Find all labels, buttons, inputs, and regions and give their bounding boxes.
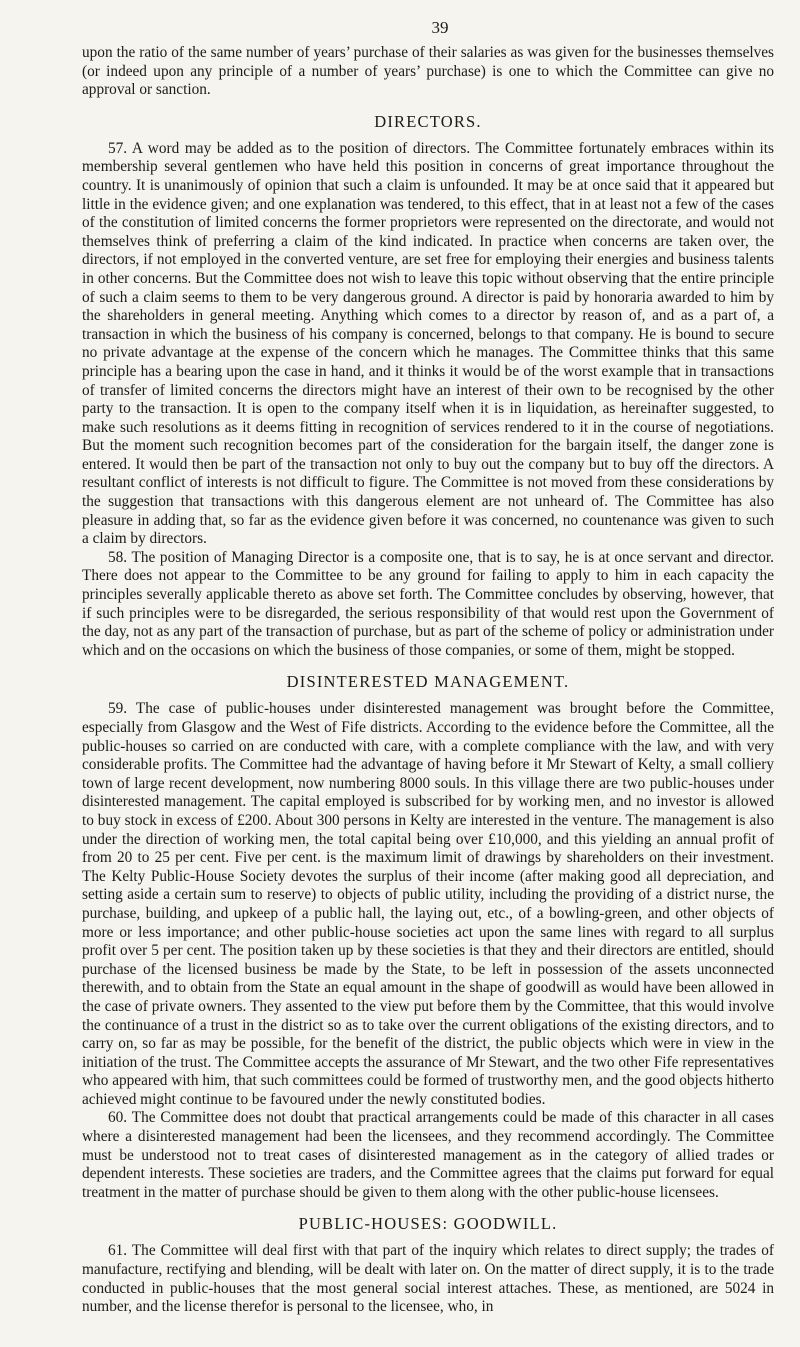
page-number: 39 [431, 18, 449, 37]
paragraph-59: 59. The case of public-houses under disinterested management was brought before the Committee, especially from Glasgow and the West of Fife districts. According to the evidence before the Committee, all the public-houses so carried on are conducted with care, with a complete compliance with the law, and with very considerable profits. The Committee had the advantage of having before it Mr Stewart of Kelty, a small colliery town of large recent development, now numbering 8000 souls. In this village there are two public-houses under disinterested management. The capital employed is subscribed for by working men, and no investor is allowed to buy stock in excess of £200. About 300 persons in Kelty are interested in the venture. The management is also under the direction of working men, the total capital being over £10,000, and this yielding an annual profit of from 20 to 25 per cent. Five per cent. is the maximum limit of drawings by shareholders on their investment. The Kelty Public-House Society devotes the surplus of their income (after making good all depreciation, and setting aside a certain sum to reserve) to objects of public utility, including the providing of a district nurse, the purchase, building, and upkeep of a public hall, the laying out, etc., of a bowling-green, and other objects of more or less importance; and other public-house societies act upon the same lines with regard to all surplus profit over 5 per cent. The position taken up by these societies is that they and their directors are entitled, should purchase of the licensed business be made by the State, to be left in possession of the assets unconnected therewith, and to obtain from the State an equal amount in the shape of goodwill as would have been allowed in the case of private owners. They assented to the view put before them by the Committee, that this would involve the continuance of a trust in the district so as to take over the current obligations of the existing directors, and to carry on, so far as may be possible, for the benefit of the district, the public objects which were in view in the initiation of the trust. The Committee accepts the assurance of Mr Stewart, and the two other Fife representatives who appeared with him, that such committees could be formed of trustworthy men, and the good objects hitherto achieved might continue to be favoured under the newly constituted bodies. [82, 700, 774, 1108]
section-heading-disinterested-management: DISINTERESTED MANAGEMENT. [286, 672, 570, 692]
paragraph-61: 61. The Committee will deal first with that part of the inquiry which relates to direct supply; the trades of manufacture, rectifying and blending, will be dealt with later on. On the matter of direct supply, it is to the trade conducted in public-houses that the most general social interest attaches. These, as mentioned, are 5024 in number, and the license therefor is personal to the licensee, who, in [82, 1242, 774, 1316]
paragraph-58: 58. The position of Managing Director is a composite one, that is to say, he is at once servant and director. There does not appear to the Committee to be any ground for failing to apply to him in each capacity the principles severally applicable thereto as above set forth. The Committee concludes by observing, however, that if such principles were to be disregarded, the serious responsibility of that would rest upon the Government of the day, not as any part of the transaction of purchase, but as part of the scheme of policy or administration under which and on the occasions on which the business of those companies, or some of them, might be stopped. [82, 548, 774, 659]
paragraph-57: 57. A word may be added as to the position of directors. The Committee fortunately embraces within its membership several gentlemen who have held this position in concerns of great importance throughout the country. It is unanimously of opinion that such a claim is unfounded. It may be at once said that it appeared but little in the evidence given; and one explanation was tendered, to this effect, that in at least not a few of the cases of the constitution of limited concerns the former proprietors were represented on the directorate, and would not themselves think of preferring a claim of the kind indicated. In practice when concerns are taken over, the directors, if not employed in the converted venture, are set free for employing their energies and business talents in other concerns. But the Committee does not wish to leave this topic without observing that the entire principle of such a claim seems to them to be very dangerous ground. A director is paid by honoraria awarded to him by the shareholders in general meeting. Anything which comes to a director by reason of, and as a part of, a transaction in which the business of his company is concerned, belongs to that company. He is bound to secure no private advantage at the expense of the concern which he manages. The Committee thinks that this same principle has a bearing upon the case in hand, and it thinks it would be of the worst example that in transactions of transfer of limited concerns the directors might have an interest of their own to be recognised by the other party to the transaction. It is open to the company itself when it is in liquidation, as hereinafter suggested, to make such resolutions as it deems fitting in recognition of services rendered to it in the course of negotiations. But the moment such recognition becomes part of the consideration for the bargain itself, the danger zone is entered. It would then be part of the transaction not only to buy out the company but to buy off the directors. A resultant conflict of interests is not difficult to figure. The Committee is not moved from these considerations by the suggestion that transactions with this dangerous element are not unheard of. The Committee has also pleasure in adding that, so far as the evidence given before it was concerned, no countenance was given to such a claim by directors. [82, 139, 774, 548]
paragraph-60: 60. The Committee does not doubt that practical arrangements could be made of this character in all cases where a disinterested management had been the licensees, and they recommend accordingly. The Committee must be understood not to treat cases of disinterested management as in the category of allied trades or dependent interests. These societies are traders, and the Committee agrees that the claims put forward for equal treatment in the matter of purchase should be given to them along with the other public-house licensees. [82, 1109, 774, 1201]
section-heading-directors: DIRECTORS. [374, 111, 482, 131]
opening-paragraph: upon the ratio of the same number of years’ purchase of their salaries as was given for the businesses themselves (or indeed upon any principle of a number of years’ purchase) is one to which the Committee can give no approval or sanction. [82, 44, 774, 99]
section-heading-public-houses-goodwill: PUBLIC-HOUSES: GOODWILL. [298, 1214, 558, 1234]
